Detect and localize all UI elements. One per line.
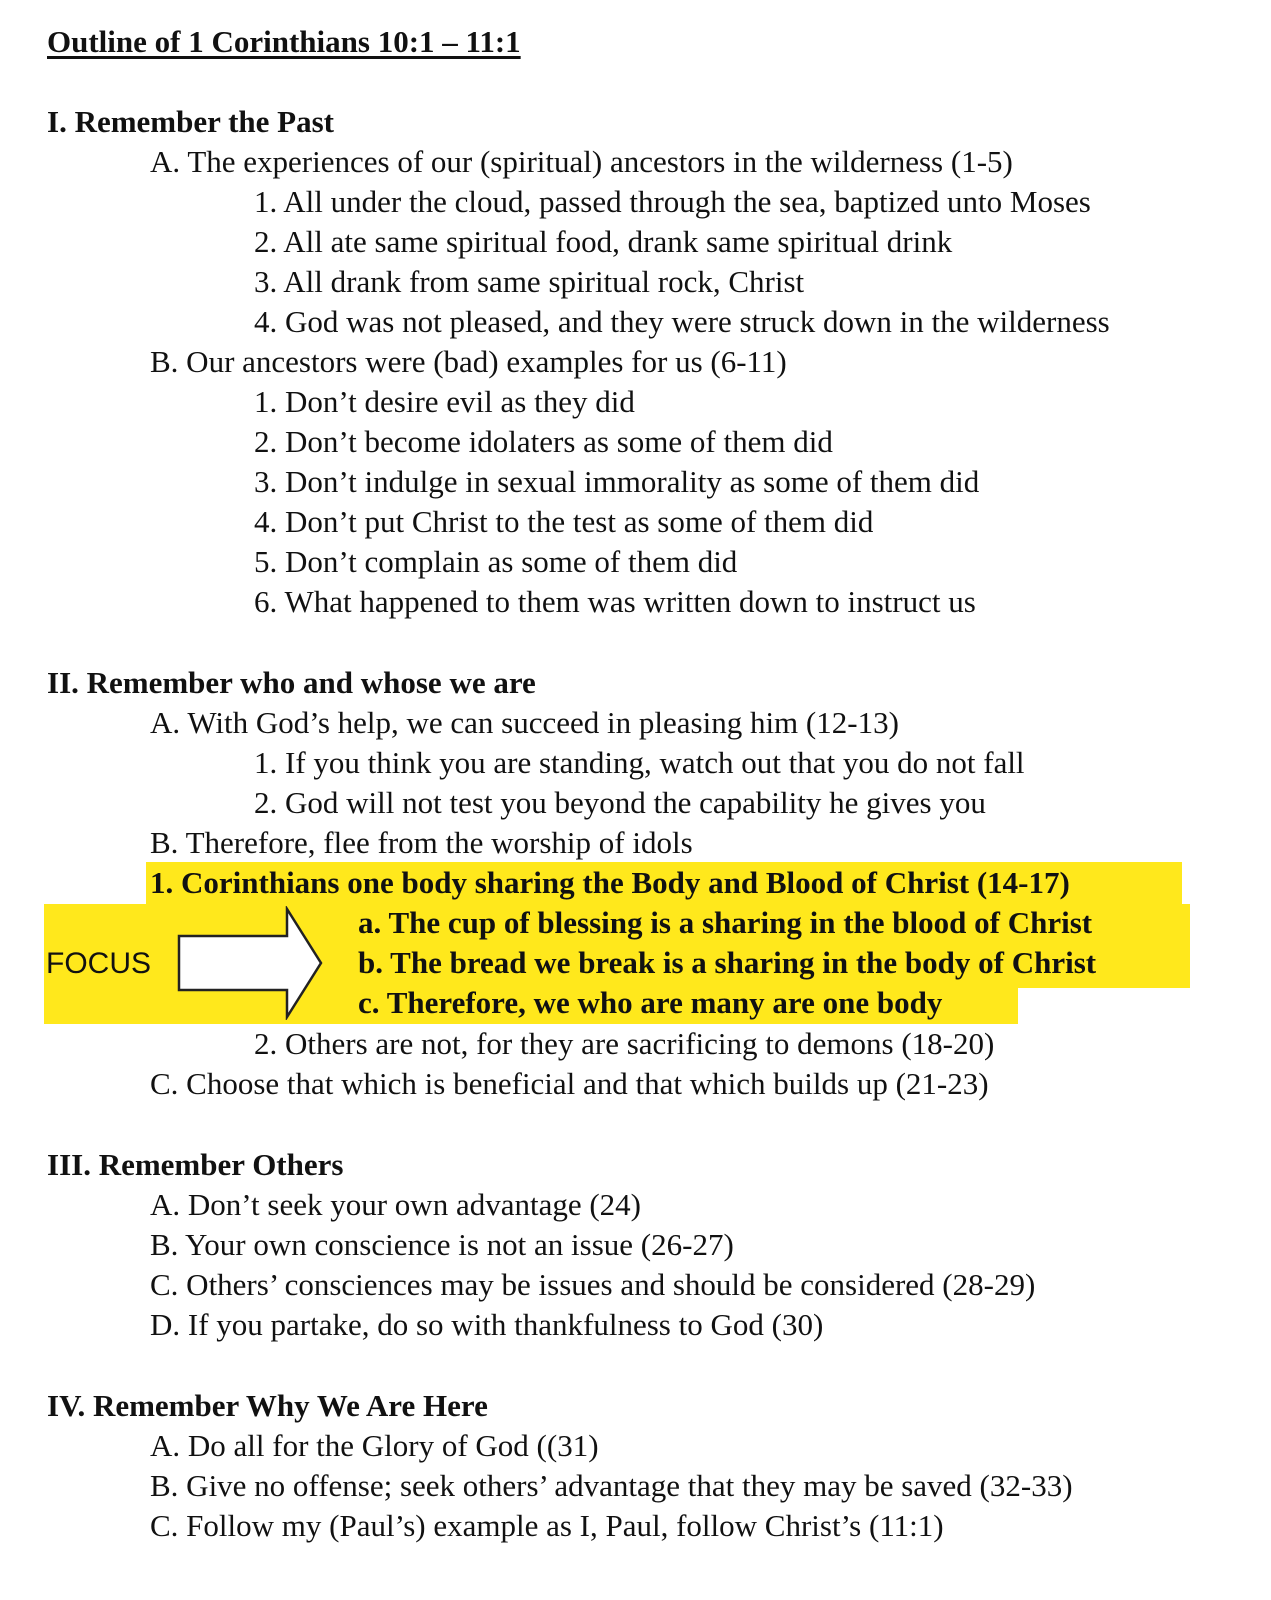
outline-item: 2. Others are not, for they are sacrificing to demons (18-20)	[254, 1026, 995, 1061]
outline-point: A. Don’t seek your own advantage (24)	[150, 1187, 641, 1222]
outline-item: 3. All drank from same spiritual rock, Christ	[254, 264, 805, 299]
outline-point: B. Our ancestors were (bad) examples for us (6-11)	[150, 344, 787, 379]
focus-label: FOCUS	[46, 947, 151, 980]
outline-item: 1. If you think you are standing, watch out that you do not fall	[254, 745, 1025, 780]
right-arrow-icon	[176, 906, 326, 1020]
outline-item: 2. All ate same spiritual food, drank same spiritual drink	[254, 224, 953, 259]
outline-item: 1. All under the cloud, passed through the sea, baptized unto Moses	[254, 184, 1091, 219]
outline-point: B. Your own conscience is not an issue (26-27)	[150, 1227, 734, 1262]
outline-point: A. The experiences of our (spiritual) ancestors in the wilderness (1-5)	[150, 144, 1013, 179]
outline-item: 4. God was not pleased, and they were struck down in the wilderness	[254, 304, 1110, 339]
focus-item: 1. Corinthians one body sharing the Body and Blood of Christ (14-17)	[150, 865, 1070, 900]
outline-item: 2. Don’t become idolaters as some of them did	[254, 424, 833, 459]
focus-subitem: b. The bread we break is a sharing in the body of Christ	[358, 945, 1097, 980]
focus-subitem: c. Therefore, we who are many are one body	[358, 985, 943, 1020]
outline-item: 2. God will not test you beyond the capability he gives you	[254, 785, 986, 820]
outline-item: 3. Don’t indulge in sexual immorality as some of them did	[254, 464, 980, 499]
outline-point: B. Therefore, flee from the worship of idols	[150, 825, 693, 860]
page-title: Outline of 1 Corinthians 10:1 – 11:1	[47, 24, 521, 59]
section-heading: IV. Remember Why We Are Here	[47, 1388, 488, 1423]
outline-point: C. Follow my (Paul’s) example as I, Paul, follow Christ’s (11:1)	[150, 1508, 944, 1543]
outline-point: C. Others’ consciences may be issues and should be considered (28-29)	[150, 1267, 1036, 1302]
outline-point: B. Give no offense; seek others’ advantage that they may be saved (32-33)	[150, 1468, 1073, 1503]
outline-point: A. Do all for the Glory of God ((31)	[150, 1428, 599, 1463]
outline-point: C. Choose that which is beneficial and that which builds up (21-23)	[150, 1066, 989, 1101]
outline-point: D. If you partake, do so with thankfulness to God (30)	[150, 1307, 824, 1342]
outline-item: 4. Don’t put Christ to the test as some of them did	[254, 504, 874, 539]
section-heading: III. Remember Others	[47, 1147, 344, 1182]
outline-point: A. With God’s help, we can succeed in pleasing him (12-13)	[150, 705, 899, 740]
outline-item: 5. Don’t complain as some of them did	[254, 544, 738, 579]
section-heading: II. Remember who and whose we are	[47, 665, 536, 700]
focus-subitem: a. The cup of blessing is a sharing in the blood of Christ	[358, 905, 1093, 940]
section-heading: I. Remember the Past	[47, 104, 334, 139]
outline-item: 1. Don’t desire evil as they did	[254, 384, 635, 419]
outline-item: 6. What happened to them was written down to instruct us	[254, 584, 976, 619]
